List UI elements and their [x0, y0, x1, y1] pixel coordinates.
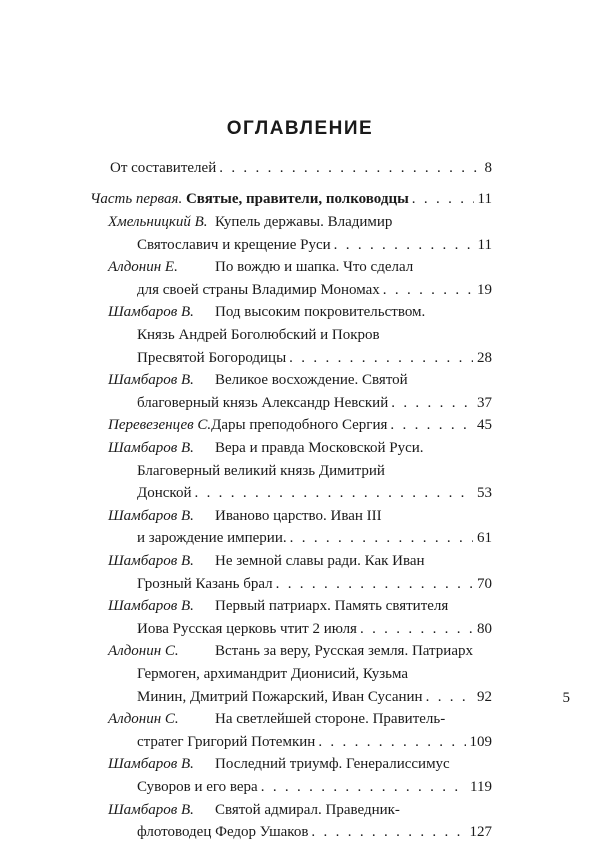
- toc-entry-title: Иваново царство. Иван III: [215, 507, 382, 524]
- toc-entry-title: Первый патриарх. Память святителя: [215, 598, 449, 615]
- toc-page-number: 28: [477, 349, 492, 366]
- toc-entry-author: Хмельницкий В.: [108, 214, 208, 230]
- toc-page-number: 37: [477, 394, 492, 411]
- toc-entry-title: Святославич и крещение Руси: [137, 236, 331, 253]
- toc-page-number: 45: [477, 417, 492, 434]
- toc-entry-author: Шамбаров В.: [108, 598, 194, 615]
- toc-entry-author: Шамбаров В.: [108, 756, 194, 773]
- toc-entry-title: Грозный Казань брал: [137, 575, 273, 592]
- toc-page-number: 80: [477, 620, 492, 637]
- dot-leader: [334, 234, 474, 256]
- toc-entry-line: [137, 392, 492, 414]
- toc-entry-title: Иова Русская церковь чтит 2 июля: [137, 620, 357, 637]
- toc-entry-line: [108, 708, 492, 730]
- toc-entry-title: Великое восхождение. Святой: [215, 372, 408, 389]
- toc-entry-author: Шамбаров В.: [108, 507, 194, 524]
- toc-entry-title: Последний триумф. Генералиссимус: [215, 756, 450, 773]
- dot-leader: [261, 776, 466, 798]
- toc-page-number: 11: [477, 236, 492, 253]
- toc-page-number: 119: [470, 779, 492, 795]
- toc-part-heading: [90, 188, 492, 210]
- toc-entry-line: [108, 550, 492, 572]
- toc-page-number: 127: [469, 824, 492, 841]
- toc-entry-title: Минин, Дмитрий Пожарский, Иван Сусанин: [137, 688, 423, 705]
- toc-page-number: 109: [469, 733, 492, 750]
- part-label: Часть первая.: [90, 191, 183, 207]
- toc-entry-author: Шамбаров В.: [108, 440, 194, 456]
- toc-entry-title: и зарождение империи.: [137, 530, 287, 547]
- toc-entry-line: [108, 640, 492, 662]
- toc-entry-line: [137, 279, 492, 301]
- toc-entry-title: По вождю и шапка. Что сделал: [215, 259, 414, 276]
- dot-leader: [289, 347, 473, 369]
- page-title: ОГЛАВЛЕНИЕ: [226, 118, 374, 139]
- toc-entry-author: Алдонин С.: [108, 711, 179, 728]
- toc-entry-title: Святой адмирал. Праведник-: [215, 801, 400, 818]
- toc-entry-title: Под высоким покровительством.: [215, 304, 426, 321]
- toc-entry-author: Шамбаров В.: [108, 372, 194, 389]
- toc-entry-line: [137, 731, 492, 753]
- toc-page-number: 92: [477, 688, 492, 705]
- toc-entry-line: [137, 686, 492, 708]
- toc-entry-title: Дары преподобного Сергия: [211, 417, 388, 434]
- toc-entry-title: благоверный князь Александр Невский: [137, 394, 389, 411]
- dot-leader: [391, 392, 473, 414]
- toc-entry-line: [108, 256, 492, 278]
- toc-entry-line: [137, 821, 492, 843]
- toc-entry-title: Пресвятой Богородицы: [137, 349, 287, 366]
- toc-entry-title: Гермоген, архимандрит Дионисий, Кузьма: [137, 666, 409, 682]
- toc-entry-author: Алдонин С.: [108, 643, 179, 660]
- toc-page-number: 53: [477, 485, 492, 502]
- toc-entry-line: [137, 460, 492, 482]
- dot-leader: [290, 527, 473, 549]
- toc-entry-author: Алдонин Е.: [108, 259, 178, 276]
- toc-entry-title: Суворов и его вера: [137, 779, 258, 795]
- toc-page-number: 70: [477, 575, 492, 592]
- toc-entry-line: [137, 527, 492, 549]
- toc-entry-author: Шамбаров В.: [108, 304, 194, 321]
- toc-entry-title: Купель державы. Владимир: [215, 214, 393, 230]
- toc-entry-title: Вера и правда Московской Руси.: [215, 440, 424, 456]
- toc-entry-title: На светлейшей стороне. Правитель-: [215, 711, 446, 728]
- toc-entry-line: [137, 663, 492, 685]
- dot-leader: [360, 618, 473, 640]
- dot-leader: [276, 573, 473, 595]
- toc-entry-line: [137, 573, 492, 595]
- toc-entry-line: [108, 595, 492, 617]
- toc-entry-title: Донской: [137, 485, 192, 502]
- dot-leader: [194, 482, 473, 504]
- toc-entry-line: [137, 234, 492, 256]
- toc-entry-author: Шамбаров В.: [108, 801, 194, 818]
- toc-entry-line: [137, 618, 492, 640]
- toc-entry-title: Не земной славы ради. Как Иван: [215, 553, 425, 569]
- toc-entry-line: [108, 753, 492, 775]
- toc-entry-title: Встань за веру, Русская земля. Патриарх: [215, 643, 473, 660]
- toc-entry-title: Благоверный великий князь Димитрий: [137, 462, 385, 479]
- dot-leader: [311, 821, 465, 843]
- dot-leader: [219, 157, 480, 179]
- toc-entry-title: От составителей: [110, 160, 217, 176]
- toc-entry-line: [137, 347, 492, 369]
- toc-entry-line: [108, 369, 492, 391]
- dot-leader: [390, 414, 473, 436]
- toc-page-number: 19: [477, 281, 492, 298]
- part-title: Святые, правители, полководцы: [185, 191, 409, 207]
- dot-leader: [412, 188, 474, 210]
- dot-leader: [426, 686, 473, 708]
- toc-entry-line: [108, 211, 492, 233]
- toc-entry-line: [108, 301, 492, 323]
- dot-leader: [383, 279, 473, 301]
- toc-entry-author: Шамбаров В.: [108, 553, 194, 569]
- toc-entry-line: [108, 437, 492, 459]
- toc-entry-title: стратег Григорий Потемкин: [137, 733, 316, 750]
- toc-entry-line: [108, 414, 492, 436]
- toc-entry-line: [137, 324, 492, 346]
- toc-entry-line: [108, 505, 492, 527]
- toc-entry-title: флотоводец Федор Ушаков: [137, 824, 309, 841]
- dot-leader: [318, 731, 465, 753]
- toc-entry-title: Князь Андрей Боголюбский и Покров: [137, 327, 380, 343]
- toc-page-number: 61: [477, 530, 492, 547]
- toc-entry-author: Перевезенцев С.: [108, 417, 212, 434]
- toc-entry-line: [108, 799, 492, 821]
- toc-entry-intro: [110, 157, 492, 179]
- page-number: 5: [562, 690, 570, 706]
- toc-page-number: 8: [484, 160, 492, 176]
- toc-entry-line: [137, 482, 492, 504]
- toc-page-number: 11: [477, 191, 492, 207]
- toc-entry-title: для своей страны Владимир Мономах: [137, 281, 380, 298]
- toc-entry-line: [137, 776, 492, 798]
